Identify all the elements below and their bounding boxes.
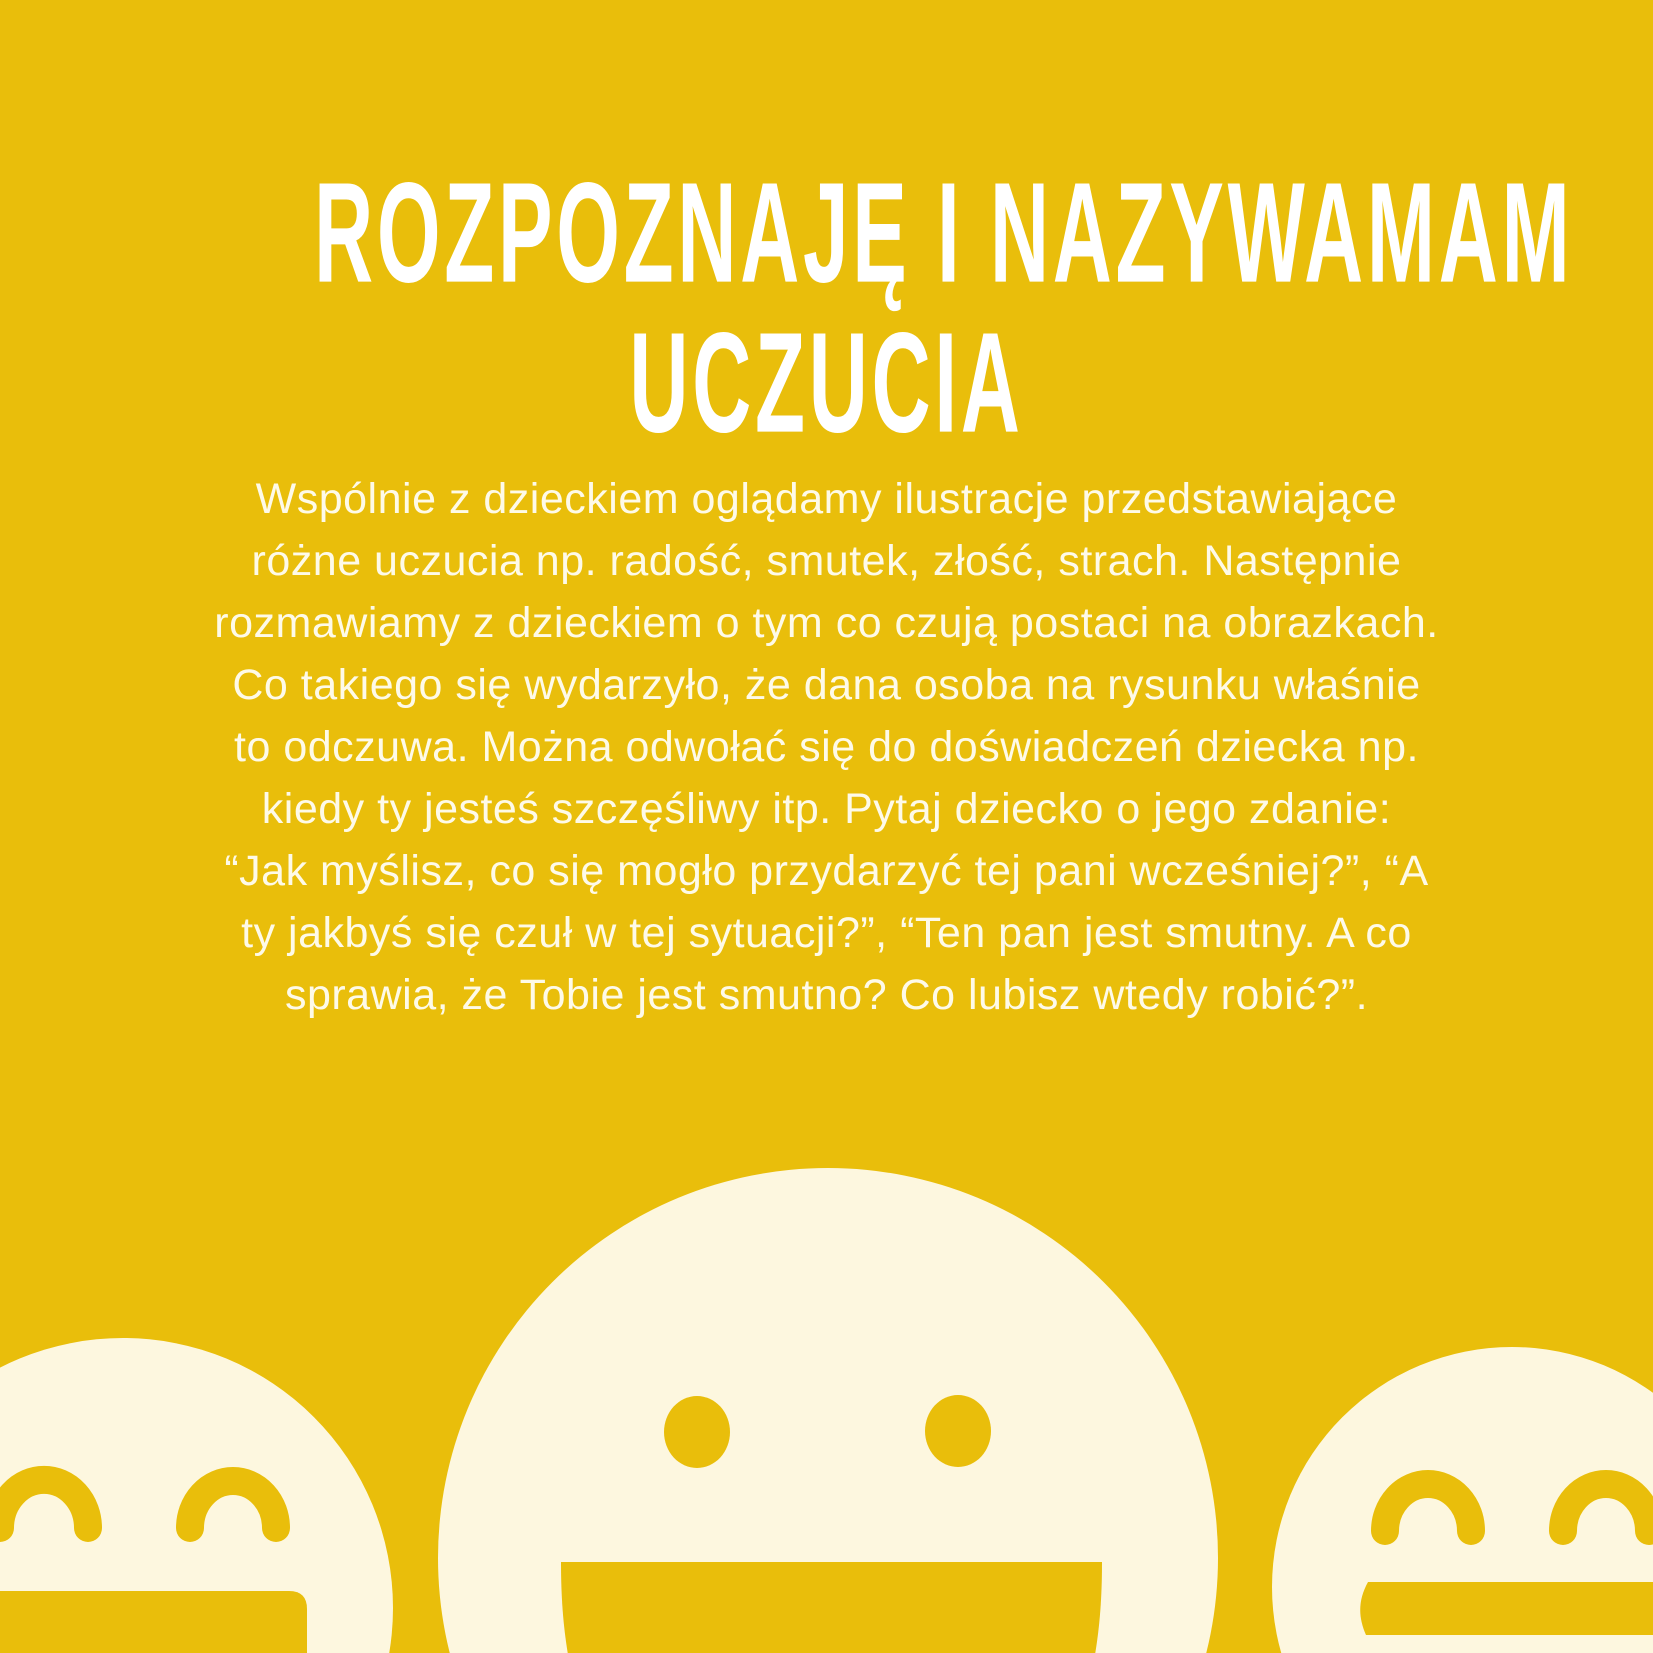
closed-eye-left-icon xyxy=(1385,1484,1471,1531)
paragraph-line: to odczuwa. Można odwołać się do doświadczeń dziecka np. xyxy=(234,723,1419,771)
title-line-2: UCZUCIA xyxy=(629,303,1024,462)
paragraph-line: Co takiego się wydarzyło, że dana osoba na rysunku właśnie xyxy=(232,661,1421,709)
instruction-paragraph xyxy=(157,468,1497,1026)
paragraph-line: “Jak myślisz, co się mogło przydarzyć tej pani wcześniej?”, “A xyxy=(224,847,1429,895)
face-circle xyxy=(438,1168,1218,1653)
paragraph-line: rozmawiamy z dzieckiem o tym co czują postaci na obrazkach. xyxy=(214,599,1439,647)
paragraph-line: ty jakbyś się czuł w tej sytuacji?”, “Ten pan jest smutny. A co xyxy=(241,909,1412,957)
paragraph-line: różne uczucia np. radość, smutek, złość, strach. Następnie xyxy=(251,537,1402,585)
page-title xyxy=(0,153,1653,462)
open-eye-left-icon xyxy=(664,1396,730,1468)
smiley-right-icon xyxy=(1272,1347,1653,1653)
paragraph-line: kiedy ty jesteś szczęśliwy itp. Pytaj dziecko o jego zdanie: xyxy=(261,785,1392,833)
open-eye-right-icon xyxy=(925,1395,991,1467)
closed-eye-right-icon xyxy=(190,1481,276,1528)
title-line-1: ROZPOZNAJĘ I NAZYWAMAM xyxy=(314,153,1574,312)
closed-eye-left-icon xyxy=(0,1480,88,1528)
face-circle xyxy=(1272,1347,1653,1653)
smiley-middle-icon xyxy=(438,1168,1218,1653)
paragraph-line: sprawia, że Tobie jest smutno? Co lubisz wtedy robić?”. xyxy=(284,971,1369,1019)
face-circle xyxy=(0,1338,393,1653)
mouth xyxy=(1360,1582,1653,1635)
mouth xyxy=(561,1562,1102,1653)
smiley-left-icon xyxy=(0,1338,393,1653)
paragraph-line: Wspólnie z dzieckiem oglądamy ilustracje przedstawiające xyxy=(255,475,1398,523)
closed-eye-right-icon xyxy=(1563,1484,1649,1531)
mouth xyxy=(0,1591,307,1653)
